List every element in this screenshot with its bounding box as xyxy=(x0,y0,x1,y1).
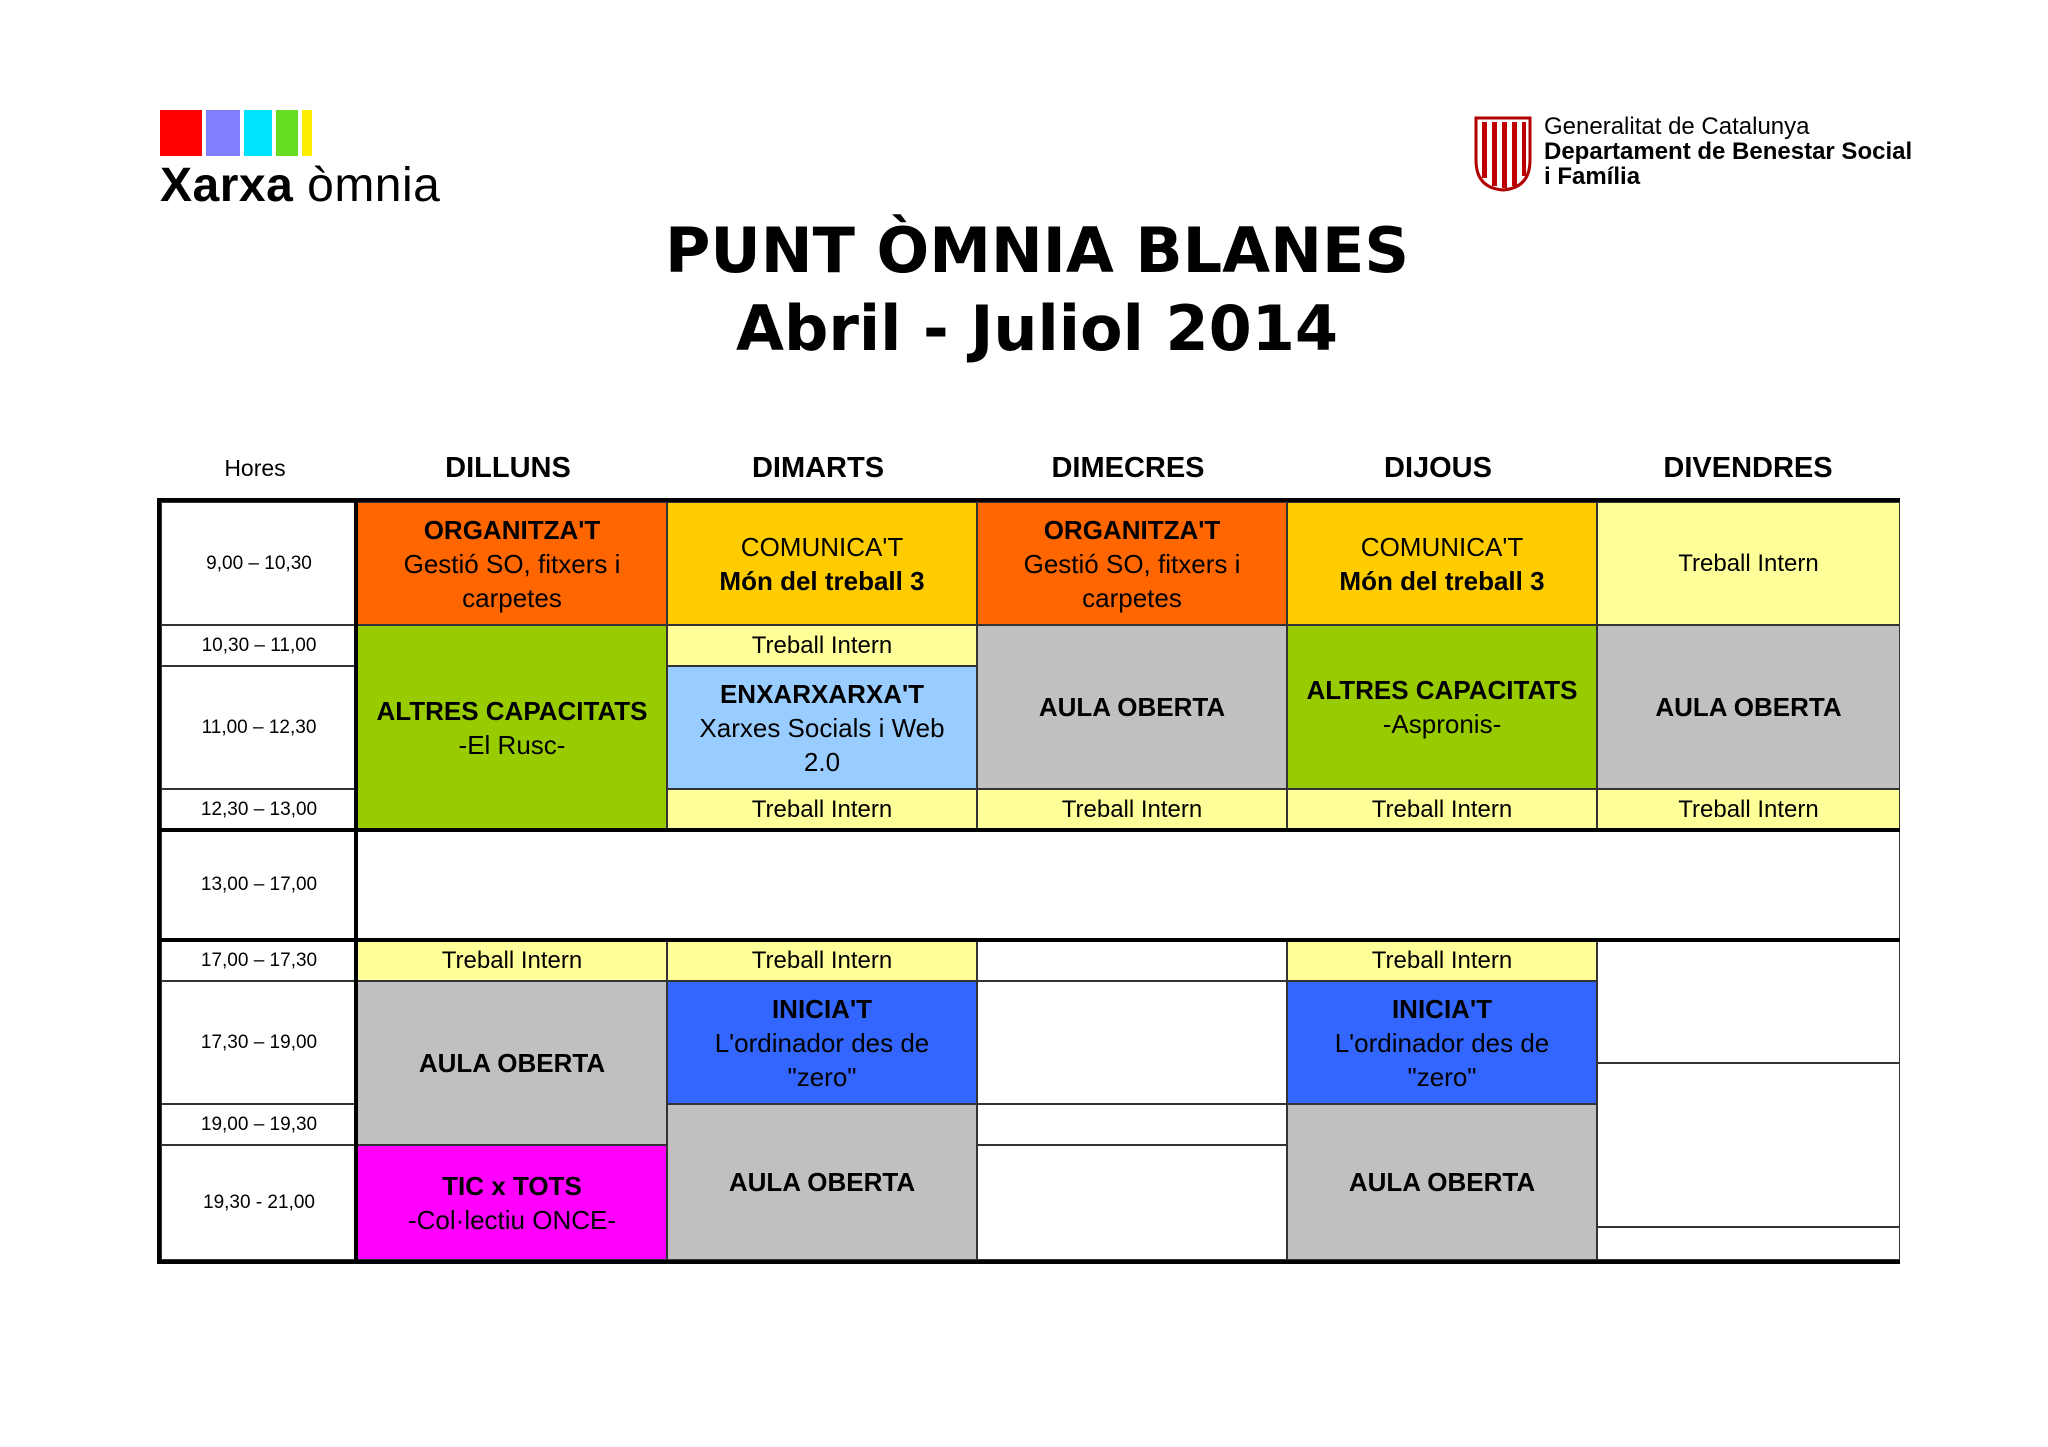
session-title: COMUNICA'T xyxy=(1360,531,1524,562)
empty-cell xyxy=(977,1104,1287,1145)
session-cell xyxy=(1287,1104,1597,1260)
page-title xyxy=(0,212,2048,368)
session-subtitle: L'ordinador des de "zero" xyxy=(714,1027,930,1092)
generalitat-text xyxy=(1544,114,1912,192)
session-title: AULA OBERTA xyxy=(418,1048,606,1078)
session-cell xyxy=(667,502,977,625)
gov-line-2: Departament de Benestar Social xyxy=(1544,138,1913,165)
session-subtitle: -El Rusc- xyxy=(458,729,566,760)
session-title: ORGANITZA'T xyxy=(1043,514,1221,545)
session-subtitle: -Col·lectiu ONCE- xyxy=(407,1204,617,1235)
time-slot: 17,00 – 17,30 xyxy=(161,940,357,981)
header-divendres: DIVENDRES xyxy=(1663,452,1833,484)
empty-cell xyxy=(357,830,1900,940)
empty-cell xyxy=(1597,1227,1900,1260)
session-cell: Treball Intern xyxy=(357,940,667,981)
header-dimarts: DIMARTS xyxy=(751,452,885,484)
session-title: INICIA'T xyxy=(771,993,873,1024)
session-cell xyxy=(977,625,1287,789)
empty-cell xyxy=(1597,940,1900,1063)
session-title: AULA OBERTA xyxy=(1348,1167,1536,1197)
logo-brand-bold: Xarxa xyxy=(160,159,294,212)
gov-line-1: Generalitat de Catalunya xyxy=(1544,113,1810,140)
header-hours: Hores xyxy=(224,455,286,481)
session-subtitle: Món del treball 3 xyxy=(1339,565,1545,596)
session-title: ALTRES CAPACITATS xyxy=(376,695,648,726)
time-slot: 13,00 – 17,00 xyxy=(161,830,357,940)
session-title: AULA OBERTA xyxy=(728,1167,916,1197)
row-divider xyxy=(161,828,1900,832)
logo-brand-light: òmnia xyxy=(293,159,441,212)
generalitat-logo xyxy=(1472,114,1912,192)
session-cell xyxy=(667,666,977,789)
generalitat-seal-icon xyxy=(1472,114,1534,192)
empty-cell xyxy=(977,940,1287,981)
session-subtitle: Món del treball 3 xyxy=(719,565,925,596)
session-cell xyxy=(1287,502,1597,625)
session-title: ORGANITZA'T xyxy=(423,514,601,545)
logo-square-red xyxy=(160,110,202,156)
session-cell xyxy=(667,1104,977,1260)
session-cell xyxy=(357,502,667,625)
row-divider xyxy=(161,938,1900,942)
title-line-1: PUNT ÒMNIA BLANES xyxy=(664,214,1410,287)
session-cell: Treball Intern xyxy=(667,625,977,666)
session-subtitle: Gestió SO, fitxers i carpetes xyxy=(403,548,621,613)
session-cell: Treball Intern xyxy=(977,789,1287,830)
column-divider xyxy=(354,502,358,1260)
gov-line-3: i Família xyxy=(1544,163,1641,190)
time-slot: 12,30 – 13,00 xyxy=(161,789,357,830)
session-subtitle: Gestió SO, fitxers i carpetes xyxy=(1023,548,1241,613)
empty-cell xyxy=(977,1145,1287,1260)
header-dilluns: DILLUNS xyxy=(445,452,571,484)
session-title: AULA OBERTA xyxy=(1038,692,1226,722)
session-cell xyxy=(667,981,977,1104)
xarxa-omnia-logo xyxy=(160,110,440,213)
logo-square-cyan xyxy=(244,110,272,156)
header-dijous: DIJOUS xyxy=(1384,452,1492,484)
logo-color-squares xyxy=(160,110,440,156)
logo-square-violet xyxy=(206,110,240,156)
empty-cell xyxy=(977,981,1287,1104)
time-slot: 19,30 - 21,00 xyxy=(161,1145,357,1260)
session-cell: Treball Intern xyxy=(667,940,977,981)
time-slot: 17,30 – 19,00 xyxy=(161,981,357,1104)
session-title: COMUNICA'T xyxy=(740,531,904,562)
session-cell xyxy=(357,981,667,1145)
session-cell: Treball Intern xyxy=(1287,940,1597,981)
session-subtitle: L'ordinador des de "zero" xyxy=(1334,1027,1550,1092)
session-cell xyxy=(1287,981,1597,1104)
session-cell: Treball Intern xyxy=(667,789,977,830)
schedule-grid xyxy=(157,498,1900,1264)
session-title: INICIA'T xyxy=(1391,993,1493,1024)
session-cell xyxy=(977,502,1287,625)
logo-square-green xyxy=(276,110,298,156)
session-title: TIC x TOTS xyxy=(442,1170,582,1201)
logo-text xyxy=(160,158,440,213)
header-dimecres: DIMECRES xyxy=(1051,452,1205,484)
session-title: ENXARXARXA'T xyxy=(719,678,925,709)
time-slot: 11,00 – 12,30 xyxy=(161,666,357,789)
session-title: AULA OBERTA xyxy=(1655,692,1842,722)
session-cell xyxy=(1597,625,1900,789)
session-cell: Treball Intern xyxy=(1597,502,1900,625)
session-subtitle: -Aspronis- xyxy=(1382,709,1502,739)
time-slot: 10,30 – 11,00 xyxy=(161,625,357,666)
session-cell: Treball Intern xyxy=(1287,789,1597,830)
session-cell: Treball Intern xyxy=(1597,789,1900,830)
logo-square-yellow xyxy=(302,110,312,156)
session-subtitle: Xarxes Socials i Web 2.0 xyxy=(699,712,945,777)
title-line-2: Abril - Juliol 2014 xyxy=(735,292,1339,365)
time-slot: 9,00 – 10,30 xyxy=(161,502,357,625)
empty-cell xyxy=(1597,1063,1900,1227)
session-title: ALTRES CAPACITATS xyxy=(1306,675,1578,705)
session-cell xyxy=(357,625,667,830)
session-cell xyxy=(1287,625,1597,789)
time-slot: 19,00 – 19,30 xyxy=(161,1104,357,1145)
session-cell xyxy=(357,1145,667,1260)
